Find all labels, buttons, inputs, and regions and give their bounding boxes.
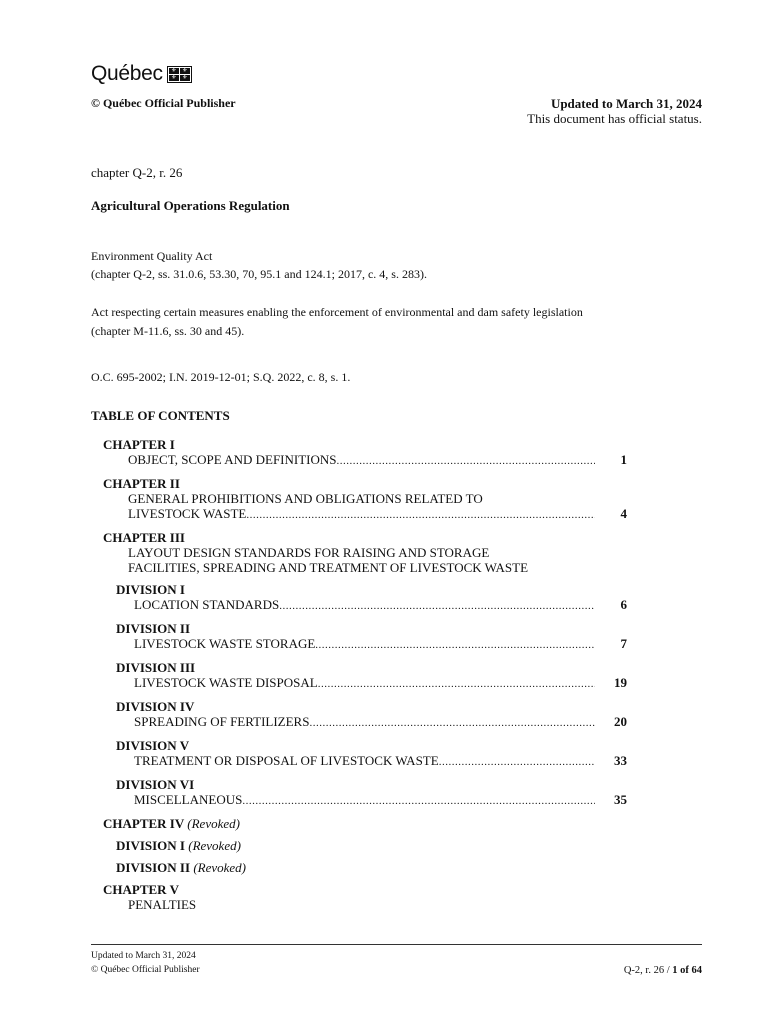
toc-label: CHAPTER IV [103,816,185,831]
toc-title: OBJECT, SCOPE AND DEFINITIONS [128,452,337,467]
toc-ch3-division-4[interactable] [91,699,627,731]
updated-date: Updated to March 31, 2024 [550,96,702,111]
toc-title: LIVESTOCK WASTE DISPOSAL [134,675,318,690]
revoked-note: (Revoked) [187,816,240,831]
toc-page: 4 [620,506,627,521]
revoked-note: (Revoked) [193,860,246,875]
dot-leader [309,716,595,731]
toc-title: LOCATION STANDARDS [134,597,280,612]
toc-title: LIVESTOCK WASTE STORAGE [134,636,316,651]
toc-title: FACILITIES, SPREADING AND TREATMENT OF LIVESTOCK WASTE [128,560,529,575]
dot-leader [315,638,595,653]
toc-ch3-division-1[interactable] [91,582,627,614]
toc-label: CHAPTER III [103,530,185,545]
revoked-note: (Revoked) [188,838,241,853]
enabling-act-name: Environment Quality Act [91,249,213,263]
toc-title: TREATMENT OR DISPOSAL OF LIVESTOCK WASTE [134,753,439,768]
footer-doc-ref: Q-2, r. 26 / [623,965,670,976]
page-number: 1 of 64 [672,965,702,976]
toc-chapter-4[interactable] [91,816,611,831]
chapter-reference: chapter Q-2, r. 26 [91,165,183,180]
dot-leader [279,599,595,614]
toc-label: DIVISION V [116,738,190,753]
toc-ch3-division-6[interactable] [91,777,627,809]
toc-title: SPREADING OF FERTILIZERS [134,714,310,729]
toc-page: 35 [614,792,627,807]
toc-label: DIVISION II [116,621,191,636]
dot-leader [439,755,595,770]
toc-page: 6 [620,597,627,612]
footer-divider [91,944,702,945]
toc-title: MISCELLANEOUS [134,792,243,807]
toc-page: 20 [614,714,627,729]
toc-chapter-1[interactable] [91,437,627,469]
toc-title: PENALTIES [128,897,197,912]
toc-label: DIVISION I [116,582,185,597]
toc-label: DIVISION VI [116,777,195,792]
toc-chapter-2[interactable] [91,476,627,523]
footer-page-ref [624,965,702,976]
footer-updated: Updated to March 31, 2024 [91,951,196,961]
enabling-act-reference: (chapter Q-2, ss. 31.0.6, 53.30, 70, 95.1 and 124.1; 2017, c. 4, s. 283). [91,267,427,281]
toc-page: 7 [620,636,627,651]
fleurdelise-flag-icon: ⚜ ⚜ ⚜ ⚜ [167,66,192,83]
toc-ch4-division-2[interactable] [91,860,611,875]
toc-label: CHAPTER V [103,882,179,897]
toc-ch3-division-3[interactable] [91,660,627,692]
orders-in-council: O.C. 695-2002; I.N. 2019-12-01; S.Q. 2022, c. 8, s. 1. [91,370,351,384]
table-of-contents [91,437,627,919]
toc-label: DIVISION II [116,860,191,875]
toc-title: LAYOUT DESIGN STANDARDS FOR RAISING AND STORAGE [128,545,490,560]
toc-label: DIVISION I [116,838,185,853]
quebec-logo [91,62,192,86]
footer-publisher: © Québec Official Publisher [91,965,200,975]
publisher-label: © Québec Official Publisher [91,96,236,110]
toc-label: CHAPTER II [103,476,180,491]
toc-page: 1 [620,452,627,467]
second-act-reference: (chapter M-11.6, ss. 30 and 45). [91,324,245,338]
toc-page: 33 [614,753,627,768]
second-act-name: Act respecting certain measures enabling the enforcement of environmental and dam safety legislation [91,305,583,319]
toc-title: LIVESTOCK WASTE [128,506,247,521]
toc-page: 19 [614,675,627,690]
dot-leader [242,794,595,809]
dot-leader [318,677,595,692]
dot-leader [246,508,595,523]
toc-chapter-3[interactable] [91,530,611,575]
logo-wordmark: Québec [91,62,163,85]
official-status: This document has official status. [527,111,702,126]
toc-label: CHAPTER I [103,437,175,452]
toc-ch3-division-2[interactable] [91,621,627,653]
dot-leader [337,454,596,469]
toc-title: GENERAL PROHIBITIONS AND OBLIGATIONS RELATED TO [128,491,483,506]
toc-chapter-5[interactable] [91,882,611,912]
toc-label: DIVISION III [116,660,196,675]
toc-label: DIVISION IV [116,699,195,714]
toc-ch3-division-5[interactable] [91,738,627,770]
regulation-title: Agricultural Operations Regulation [91,198,290,213]
toc-ch4-division-1[interactable] [91,838,611,853]
toc-heading: TABLE OF CONTENTS [91,408,230,423]
